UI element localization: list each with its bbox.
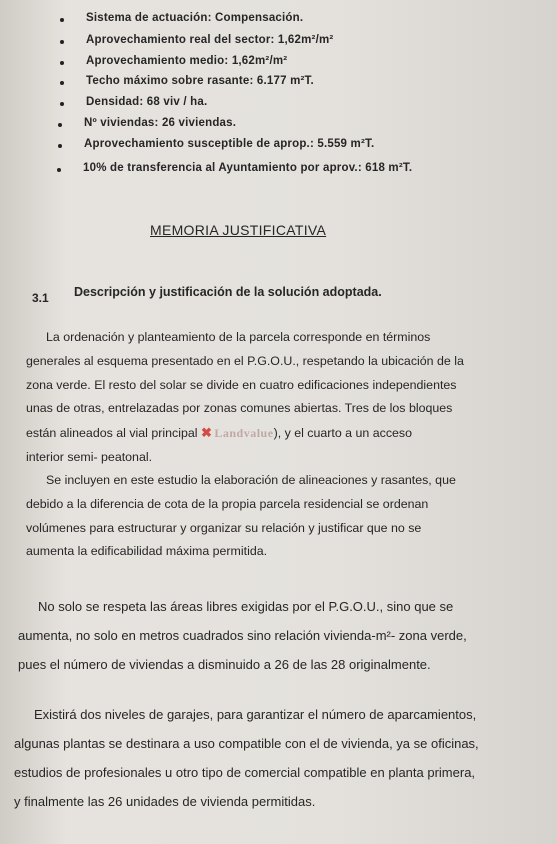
list-item: Aprovechamiento susceptible de aprop.: 5.559 m²T. <box>84 138 375 150</box>
paragraph-1 <box>26 326 518 470</box>
list-item: 10% de transferencia al Ayuntamiento por aprov.: 618 m²T. <box>83 162 413 174</box>
text-line: La ordenación y planteamiento de la parcela corresponde en términos <box>46 330 431 344</box>
list-item: Aprovechamiento medio: 1,62m²/m² <box>86 55 288 67</box>
paragraph-2 <box>26 469 522 564</box>
paragraph-4 <box>14 700 546 816</box>
list-item: Aprovechamiento real del sector: 1,62m²/m² <box>86 34 334 46</box>
text-line: unas de otras, entrelazadas por zonas comunes abiertas. Tres de los bloques <box>26 401 453 416</box>
text-line <box>26 421 518 446</box>
text-line: Existirá dos niveles de garajes, para garantizar el número de aparcamientos, <box>34 707 477 722</box>
text-line: algunas plantas se destinara a uso compatible con el de vivienda, ya se oficinas, <box>14 736 479 751</box>
section-number: 3.1 <box>32 291 49 305</box>
watermark-text: Landvalue <box>214 426 274 441</box>
text-line: No solo se respeta las áreas libres exigidas por el P.G.O.U., sino que se <box>38 599 454 614</box>
text-line: interior semi- peatonal. <box>26 449 153 464</box>
text-line: aumenta la edificabilidad máxima permitida. <box>26 544 268 559</box>
text-fragment: ), y el cuarto a un acceso <box>273 426 412 441</box>
text-line: y finalmente las 26 unidades de vivienda permitidas. <box>14 794 316 809</box>
text-line: aumenta, no solo en metros cuadrados sino relación vivienda-m²- zona verde, <box>18 628 467 643</box>
text-line: zona verde. El resto del solar se divide en cuatro edificaciones independientes <box>26 377 457 392</box>
text-fragment: están alineados al vial principal <box>26 426 198 441</box>
text-line: Se incluyen en este estudio la elaboración de alineaciones y rasantes, que <box>46 473 456 487</box>
list-item: Densidad: 68 viv / ha. <box>86 96 208 108</box>
text-line: volúmenes para estructurar y organizar su relación y justificar que no se <box>26 520 422 535</box>
text-line: debido a la diferencia de cota de la propia parcela residencial se ordenan <box>26 496 429 511</box>
text-line: estudios de profesionales u otro tipo de comercial compatible en planta primera, <box>14 765 476 780</box>
list-item: Techo máximo sobre rasante: 6.177 m²T. <box>86 75 314 87</box>
watermark <box>201 421 274 446</box>
list-item: Sistema de actuación: Compensación. <box>86 12 304 24</box>
text-line: generales al esquema presentado en el P.G.O.U., respetando la ubicación de la <box>26 353 464 368</box>
page-title: MEMORIA JUSTIFICATIVA <box>150 222 327 238</box>
section-title: Descripción y justificación de la solución adoptada. <box>74 285 382 299</box>
list-item: Nº viviendas: 26 viviendas. <box>84 117 237 129</box>
paragraph-3 <box>18 592 536 679</box>
cross-logo-icon: ✖ <box>200 425 213 441</box>
text-line: pues el número de viviendas a disminuido a 26 de las 28 originalmente. <box>18 657 431 672</box>
